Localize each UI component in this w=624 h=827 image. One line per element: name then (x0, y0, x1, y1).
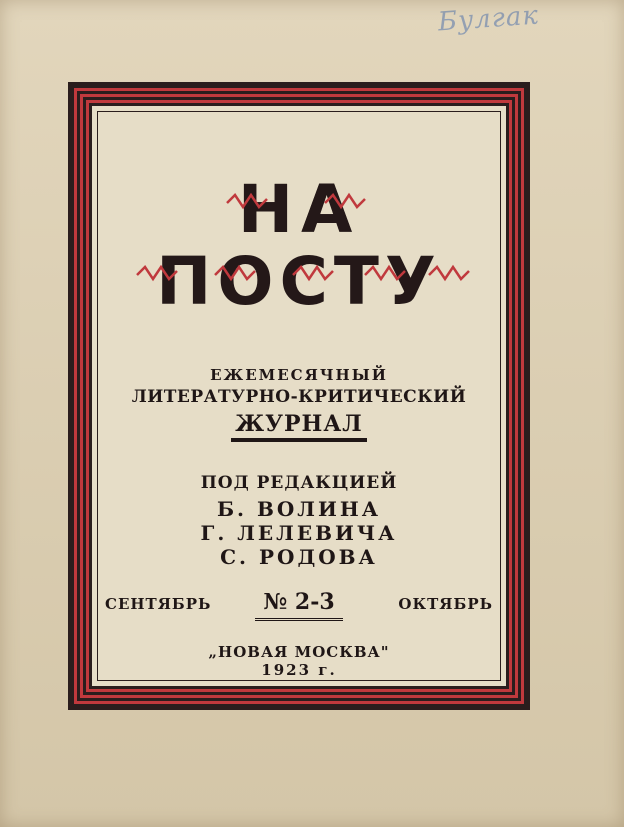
subtitle-journal (97, 411, 501, 442)
month-left: СЕНТЯБРЬ (105, 595, 212, 613)
subtitle-journal-text: ЖУРНАЛ (231, 411, 366, 442)
editor-name: Б. ВОЛИНА (216, 497, 382, 521)
publication-year: 1923 г. (261, 661, 337, 679)
cover-content (97, 111, 501, 681)
subtitle-genre: ЛИТЕРАТУРНО-КРИТИЧЕСКИЙ (131, 387, 467, 407)
editors-heading: ПОД РЕДАКЦИЕЙ (200, 473, 398, 493)
editor-name: Г. ЛЕЛЕВИЧА (200, 521, 398, 545)
title-line-1: НА (237, 171, 361, 248)
month-right: ОКТЯБРЬ (398, 595, 493, 613)
issue-row (97, 589, 501, 629)
subtitle-monthly: ЕЖЕМЕСЯЧНЫЙ (210, 366, 388, 384)
handwritten-note: Булгак (437, 0, 540, 38)
issue-number: № 2-3 (247, 589, 351, 615)
publisher: „НОВАЯ МОСКВА" (208, 643, 390, 661)
editor-name: С. РОДОВА (220, 545, 378, 569)
title-line-2: ПОСТУ (156, 243, 442, 320)
